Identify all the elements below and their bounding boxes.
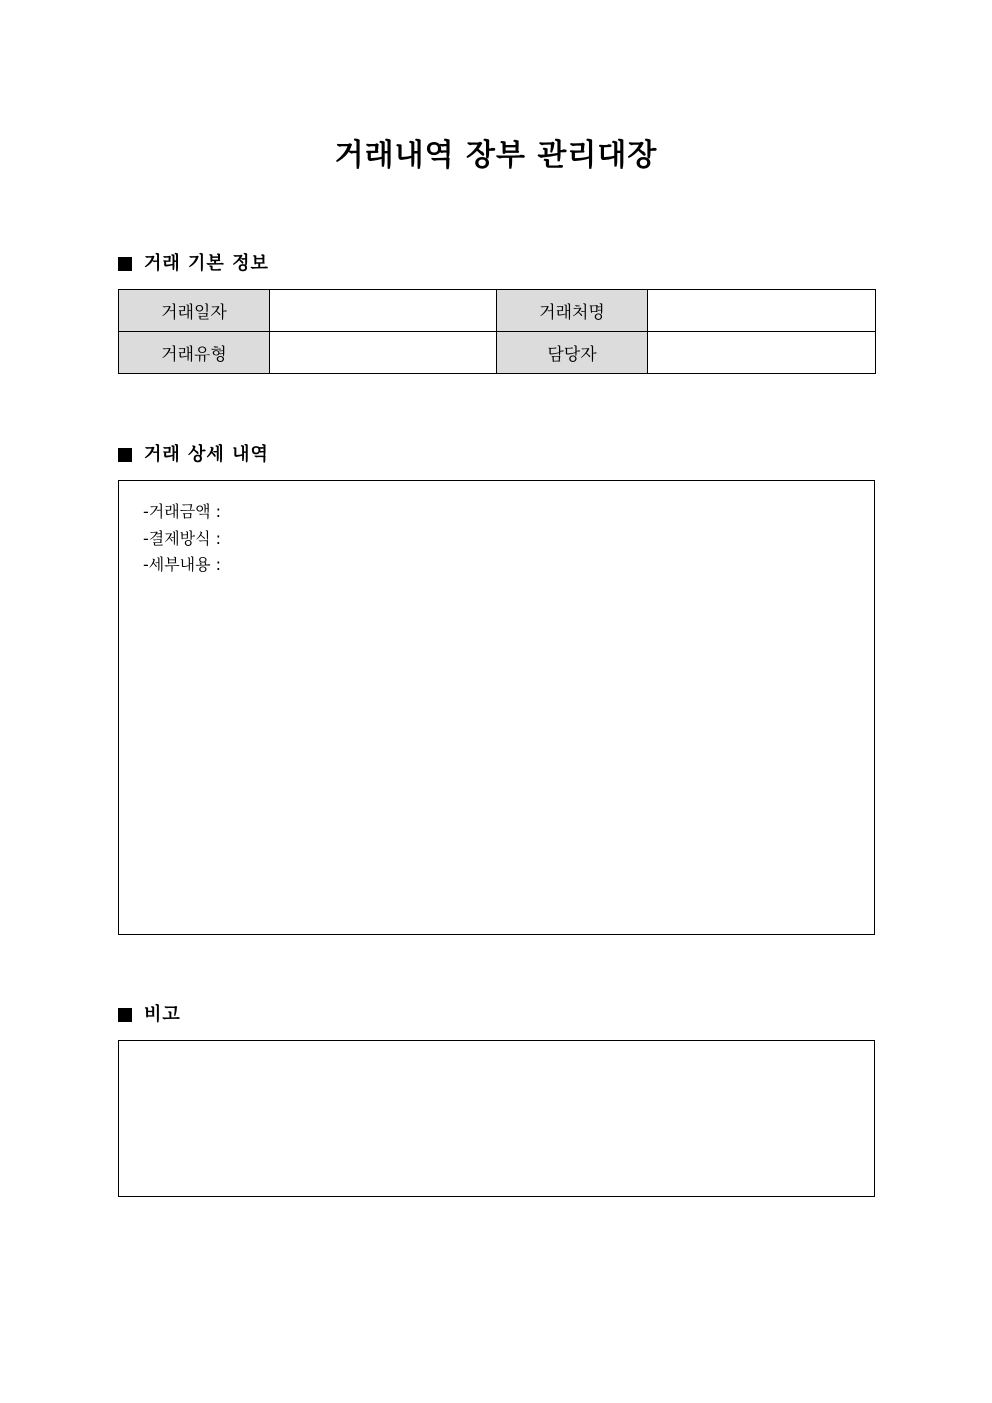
- square-bullet-icon: [118, 1008, 132, 1022]
- transaction-type-field[interactable]: [270, 332, 497, 374]
- label-transaction-type: 거래유형: [119, 332, 270, 374]
- section-heading-remarks: [118, 1003, 181, 1027]
- manager-field[interactable]: [648, 332, 876, 374]
- section-heading-label: 비고: [144, 1004, 181, 1025]
- client-name-field[interactable]: [648, 290, 876, 332]
- table-row: [119, 332, 876, 374]
- detail-line-payment-method: -결제방식 :: [143, 528, 222, 548]
- square-bullet-icon: [118, 448, 132, 462]
- section-heading-label: 거래 기본 정보: [144, 253, 269, 274]
- section-heading-basic-info: [118, 252, 269, 276]
- basic-info-table: [118, 289, 876, 374]
- section-heading-detail: [118, 443, 269, 467]
- detail-box[interactable]: [118, 480, 875, 935]
- label-manager: 담당자: [497, 332, 648, 374]
- detail-line-details: -세부내용 :: [143, 555, 222, 574]
- table-row: [119, 290, 876, 332]
- label-client-name: 거래처명: [497, 290, 648, 332]
- label-transaction-date: 거래일자: [119, 290, 270, 332]
- page-title: 거래내역 장부 관리대장: [334, 138, 658, 173]
- detail-line-amount: -거래금액 :: [143, 502, 222, 521]
- transaction-date-field[interactable]: [270, 290, 497, 332]
- remarks-box[interactable]: [118, 1040, 875, 1197]
- square-bullet-icon: [118, 257, 132, 271]
- detail-lines: [143, 499, 221, 579]
- section-heading-label: 거래 상세 내역: [144, 444, 269, 465]
